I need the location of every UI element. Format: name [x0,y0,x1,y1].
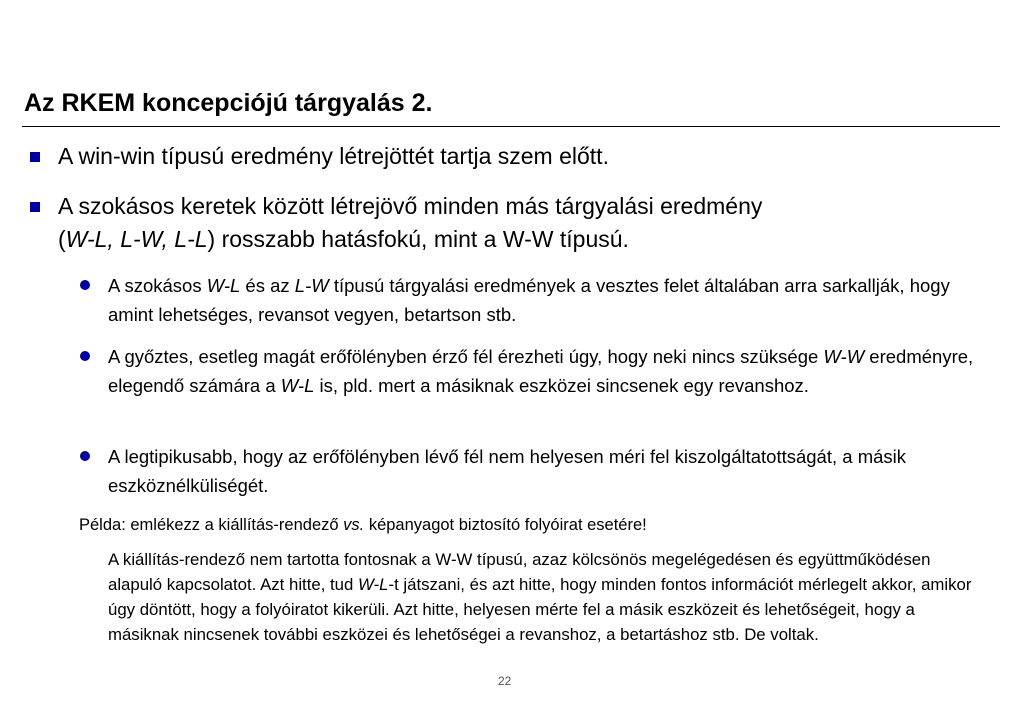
bullet-2-paren: ( [58,226,66,252]
example-c: képanyagot biztosító folyóirat esetére! [364,516,647,534]
example-b: vs. [343,516,365,534]
example-paragraph [108,547,978,647]
subbullet-2-d: W-L [280,375,315,396]
subbullet-2-c: eredményre, elegendő számára a [108,346,974,396]
bullet-1 [58,140,978,173]
subbullet-1 [108,271,978,329]
bullet-1-text: A win-win típusú eredmény létrejöttét tartja szem előtt. [58,143,609,169]
example-a: Példa: emlékezz a kiállítás-rendező [79,516,344,534]
subbullet-1-c: és az [240,275,295,296]
subbullet-2-e: is, pld. mert a másiknak eszközei sincsenek egy revanshoz. [314,375,809,396]
paragraph-b: W-L [358,575,389,594]
square-bullet-icon [30,202,40,212]
dot-bullet-icon [80,280,90,290]
bullet-2-line1: A szokásos keretek között létrejövő minden más tárgyalási eredmény [58,193,763,219]
footer-faint-text [832,674,834,683]
paragraph-c: -t játszani, és azt hitte, hogy minden fontos információt mérlegelt akkor, amikor úgy döntött, hogy a folyóiratot kikerüli. Azt hitte, helyesen mérte fel a másik eszközeit és lehetőségeit, hogy a másiknak nincsenek további eszközei és lehetőségei a revanshoz, a betartáshoz stb. De voltak. [108,575,972,644]
subbullet-3-a: A legtipikusabb, hogy az erőfölényben lévő fél nem helyesen méri fel kiszolgáltatottságát, a másik eszköznélküliségét. [108,446,907,496]
subbullet-1-d: L-W [294,275,329,296]
slide-title: Az RKEM koncepciójú tárgyalás 2. [24,89,433,117]
bullet-2 [58,190,978,256]
subbullet-2 [108,342,978,400]
paragraph-a: A kiállítás-rendező nem tartotta fontosnak a W-W típusú, azaz kölcsönös megelégedésen és együttműködésen alapuló kapcsolatot. Azt hitte, tud [108,550,931,594]
example-line [79,512,979,538]
subbullet-3 [108,442,978,500]
subbullet-1-e: típusú tárgyalási eredmények a vesztes felet általában arra sarkallják, hogy amint lehetséges, revansot vegyen, betartson stb. [108,275,950,325]
dot-bullet-icon [80,451,90,461]
bullet-2-rest: ) rosszabb hatásfokú, mint a W-W típusú. [207,226,629,252]
bullet-2-italic: W-L, L-W, L-L [65,226,208,252]
subbullet-2-a: A győztes, esetleg magát erőfölényben érző fél érezheti úgy, hogy neki nincs szüksége [108,346,824,367]
page-number: 22 [498,674,512,688]
square-bullet-icon [30,152,40,162]
title-divider [22,126,1000,127]
dot-bullet-icon [80,351,90,361]
subbullet-2-b: W-W [823,346,865,367]
subbullet-1-b: W-L [206,275,241,296]
subbullet-1-a: A szokásos [108,275,207,296]
